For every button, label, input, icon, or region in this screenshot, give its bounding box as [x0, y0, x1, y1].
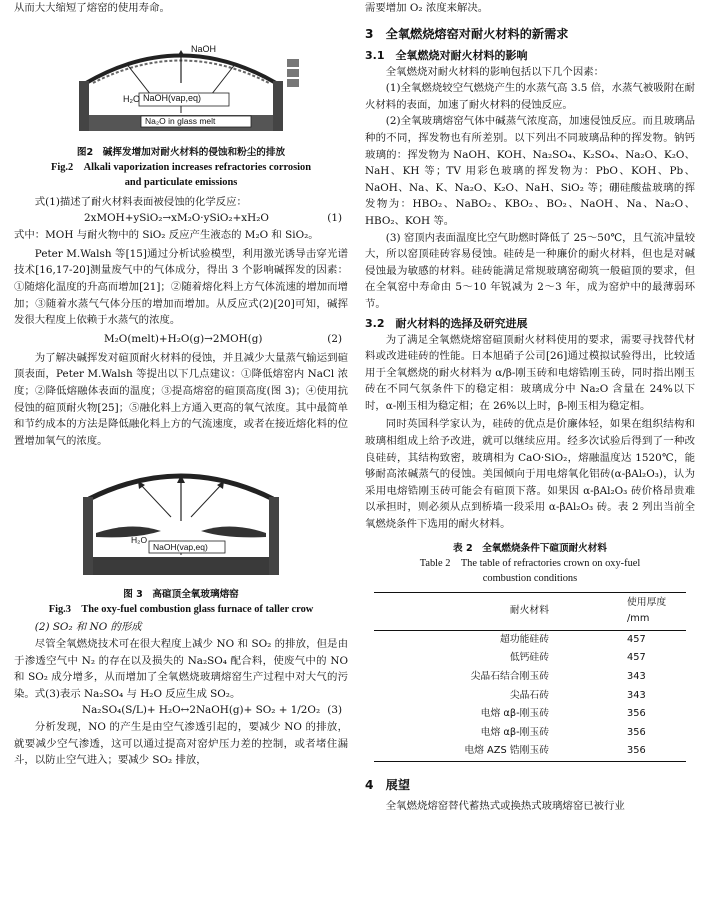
fig2-label-na2o: Na₂O in glass melt [145, 115, 216, 126]
figure-3-caption-en: Fig.3 The oxy-fuel combustion glass furnace of taller crow [48, 604, 314, 616]
table-cell: 356 [627, 726, 646, 738]
table-cell: 457 [627, 633, 646, 645]
paragraph: 全氧燃烧对耐火材料的影响包括以下几个因素： [385, 65, 604, 78]
paragraph: 同时英国科学家认为，硅砖的优点是价廉体轻，如果在组织结构和玻璃相组成上给予改进，就可以继续应用。经多次试验后得到了一种改良硅砖，其结构致密，玻璃相为 CaO·SiO₂，熔融温度达 1520℃，能够耐高浓碱蒸气的侵蚀。美国倾向于用电熔氧化铝砖(α-βAl₂O₃)，认为采用电熔锆刚玉砖可能会有碹顶下落。如果因 α-βAl₂O₃ 砖价格昂贵难以承担时，则必须从点到桥墙一段采用 α-βAl₂O₃ 砖。表 2 列出当前全氧燃烧条件下选用的耐火材料。 [365, 418, 695, 531]
table-cell: 457 [627, 652, 646, 664]
paragraph: (2)全氧玻璃熔窑气体中碱蒸气浓度高，加速侵蚀反应。而且玻璃品种的不同，挥发物也有所差别。以下列出不同玻璃品种的挥发物。钠钙玻璃的：挥发物为 NaOH、KOH、Na₂SO₄、K₂SO₄、Na₂O、K₂O、NaH、KH 等；TV 用彩色玻璃的挥发物为：PbO、KOH、Pb、NaOH、Na、K、Na₂O、K₂O、NaH、SiO₂ 等；硼硅酸盐玻璃的挥发物为：HBO₂、NaBO₂、KBO₂、BO₂、NaOH、Na、Na₂O、HBO₂、KOH 等。 [365, 115, 695, 227]
figure-2-caption-en-cont: and particulate emissions [124, 176, 238, 188]
equation-3 [14, 702, 348, 719]
table-cell: 尖晶石砖 [509, 689, 549, 701]
table-2-caption-en: Table 2 The table of refractories crown on oxy-fuel [419, 557, 641, 569]
paragraph: 式中：MOH 与耐火物中的 SiO₂ 反应产生液态的 M₂O 和 SiO₂。 [14, 229, 319, 242]
equation-2-body: M₂O(melt)+H₂O(g)→2MOH(g) [104, 332, 263, 345]
table-cell: 尖晶石结合刚玉砖 [470, 671, 549, 682]
table-2 [374, 592, 686, 762]
paragraph: 需要增加 O₂ 浓度来解决。 [365, 2, 489, 14]
figure-2-caption-cn: 图2 碱挥发增加对耐火材料的侵蚀和粉尘的排放 [76, 146, 286, 158]
table-header: 耐火材料 [374, 592, 589, 630]
table-cell: 356 [627, 708, 646, 720]
paragraph: 全氧燃烧熔窑替代蓄热式或换热式玻璃熔窑已被行业 [385, 799, 625, 812]
fig2-label-naoh-vap: NaOH(vap,eq) [143, 92, 202, 103]
table-row [374, 649, 686, 668]
table-cell: 电熔 αβ-刚玉砖 [480, 708, 549, 720]
table-row [374, 724, 686, 743]
paragraph: 为了解决碱挥发对碹顶耐火材料的侵蚀，并且减少大量蒸气输运到碹顶表面，Peter M.Walsh 等提出以下几点建议：①降低熔窑内 NaCl 浓度；②降低熔融体表面的温度；③提高熔窑的碹顶高度(图 3)；④使用抗侵蚀的碹顶耐火物[25]；⑤融化料上方通入更高的氧气浓度。其中最简单和节约成本的方法是降低融化料上方的气流速度，或者在接近熔化料的位置增加氧气的浓度。 [14, 351, 348, 447]
section-heading-3: 3 全氧燃烧熔窑对耐火材料的新需求 [365, 26, 569, 41]
equation-1-number: (1) [327, 212, 342, 225]
paragraph: 从而大大缩短了熔窑的使用寿命。 [14, 2, 170, 14]
table-cell: 电熔 αβ-刚玉砖 [480, 726, 549, 738]
paragraph: 分析发现，NO 的产生是由空气渗透引起的，要减少 NO 的排放，就要减少空气渗透，这可以通过提高对窑炉压力差的控制，或者堵住漏斗，以防止空气进入；要减少 SO₂ 排放， [14, 721, 348, 767]
left-column [14, 0, 348, 769]
table-cell: 356 [589, 742, 686, 761]
table-cell: 343 [627, 689, 646, 701]
table-2-caption-cn: 表 2 全氧燃烧条件下碹顶耐火材料 [453, 542, 607, 554]
table-2-caption-en-cont: combustion conditions [482, 572, 578, 584]
table-cell: 343 [627, 671, 646, 682]
paragraph: Peter M.Walsh 等[15]通过分析试验模型，利用激光诱导击穿光谱技术[16,17-20]测量废气中的气体成分，得出 3 个影响碱挥发的因素：①随熔化温度的升高而增加[21]；②随着熔化料上方气体流速的增加而增加；③随着水蒸气气体分压的增加而增加。从反应式(2)[20]可知，碱挥发很大程度上依赖于水蒸气的浓度。 [14, 247, 348, 327]
section-heading-3-2: 3.2 耐火材料的选择及研究进展 [365, 316, 528, 330]
figure-2-caption-en: Fig.2 Alkali vaporization increases refractories corrosion [50, 161, 311, 173]
fig3-label-h2o: H₂O [131, 535, 148, 546]
table-row [374, 705, 686, 724]
equation-3-number: (3) [327, 704, 342, 717]
subsection-heading: (2) SO₂ 和 NO 的形成 [34, 621, 142, 634]
equation-1 [14, 210, 348, 227]
table-cell: 超功能硅砖 [500, 633, 549, 645]
equation-2-number: (2) [327, 332, 342, 345]
table-row [374, 687, 686, 706]
figure-2 [31, 23, 331, 141]
table-header: 使用厚度 /mm [589, 592, 686, 630]
table-row [374, 630, 686, 649]
section-heading-4: 4 展望 [365, 777, 411, 792]
table-header-row [374, 592, 686, 630]
right-column [365, 0, 695, 815]
paragraph: (3) 窑顶内表面温度比空气助燃时降低了 25～50℃，且气流冲量较大，所以窑顶硅砖容易侵蚀。硅砖是一种廉价的耐火材料，但也是对碱侵蚀最为敏感的材料。硅砖能满足常规玻璃窑砌筑一般碹顶的要求，但在全氧窑中寿命由 5～10 年锐减为 2～3 年，成为窑炉中的最薄弱环节。 [365, 231, 695, 310]
figure-3 [41, 459, 321, 583]
fig3-label-naoh: NaOH(vap,eq) [153, 542, 208, 553]
section-heading-3-1: 3.1 全氧燃烧对耐火材料的影响 [365, 48, 528, 62]
fig2-label-naoh: NaOH [191, 43, 217, 54]
tall-crown-furnace-diagram [41, 459, 321, 583]
paragraph: 式(1)描述了耐火材料表面被侵蚀的化学反应： [34, 195, 247, 208]
equation-3-body: Na₂SO₄(S/L)+ H₂O↔2NaOH(g)+ SO₂ + 1/2O₂ [82, 704, 321, 717]
paragraph: (1)全氧燃烧较空气燃烧产生的水蒸气高 3.5 倍，水蒸气被吸附在耐火材料的表面，加速了耐火材料的侵蚀反应。 [365, 82, 695, 111]
table-cell: 低钙硅砖 [509, 652, 549, 664]
fig2-label-h2o: H₂O [123, 93, 140, 104]
equation-1-body: 2xMOH+ySiO₂→xM₂O·ySiO₂+xH₂O [84, 212, 269, 225]
figure-3-caption-cn: 图 3 高碹顶全氧玻璃熔窑 [123, 589, 239, 601]
paragraph: 尽管全氧燃烧技术可在很大程度上减少 NO 和 SO₂ 的排放，但是由于渗透空气中 N₂ 的存在以及损失的 Na₂SO₄ 配合料，使废气中的 NO 和 SO₂ 成分增多，从而增加了全氧燃烧玻璃熔窑生产过程中对大气的污染。式(3)表示 Na₂SO₄ 与 H₂O 反应生成 SO₂。 [14, 637, 348, 700]
table-row [374, 668, 686, 687]
table-row [374, 742, 686, 761]
table-cell: 电熔 AZS 锆刚玉砖 [374, 742, 589, 761]
equation-2 [14, 331, 348, 348]
paragraph: 为了满足全氧燃烧熔窑碹顶耐火材料使用的要求，需要寻找替代材料或改进硅砖的性能。日本旭硝子公司[26]通过模拟试验得出，比较适用于全氧燃烧的耐火材料为 α/β-刚玉砖和电熔锆刚玉砖，同时指出刚玉砖在不同气氛条件下的稳定相：玻璃成分中 Na₂O 含量在 24%以下时，α-刚玉相为稳定相；在 26%以上时，β-刚玉相为稳定相。 [365, 333, 695, 412]
